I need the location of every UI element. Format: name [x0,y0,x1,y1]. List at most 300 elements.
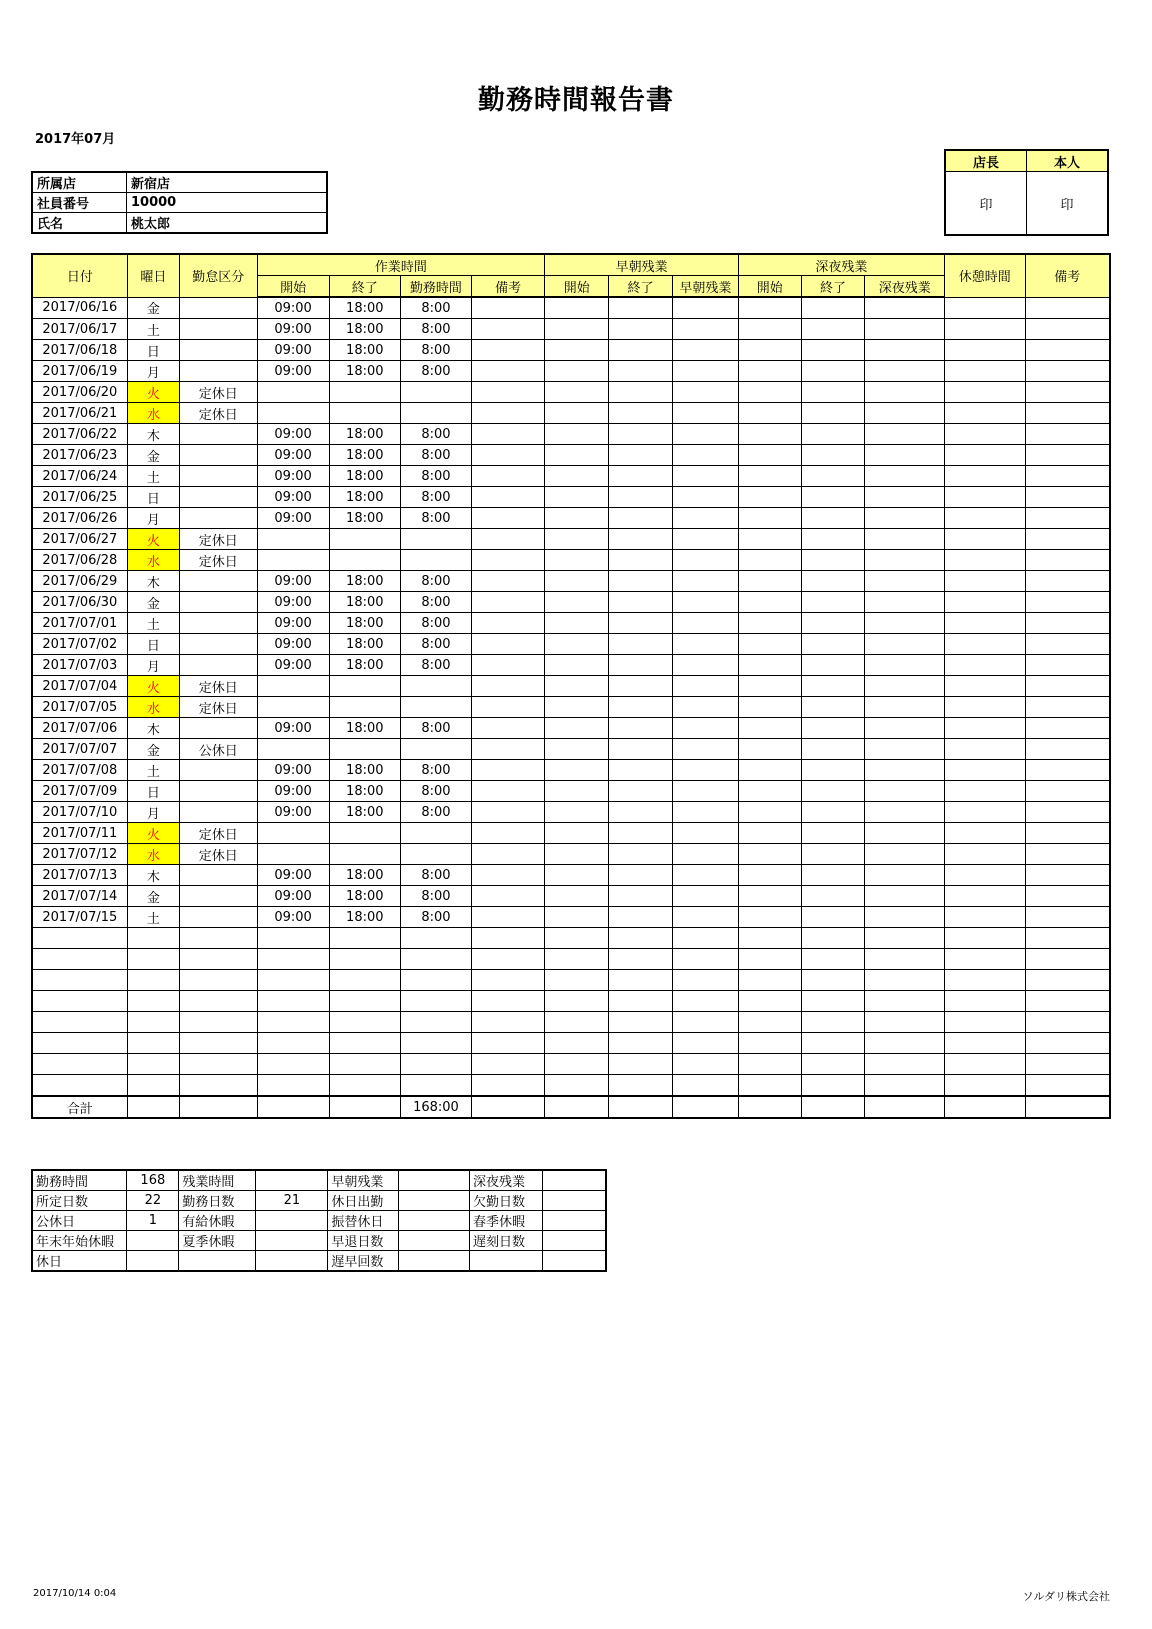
cell-weekday: 日 [127,781,179,802]
cell-end [329,382,400,403]
cell-end: 18:00 [329,865,400,886]
empty-cell [257,928,329,949]
empty-cell [472,529,545,550]
empty-cell [609,823,673,844]
cell-weekday: 金 [127,592,179,613]
empty-cell [472,676,545,697]
empty-cell [945,823,1026,844]
empty-cell [257,991,329,1012]
empty-cell [609,1096,673,1118]
col-early-start: 開始 [545,276,609,298]
cell-category [180,718,257,739]
empty-cell [672,802,738,823]
cell-weekday: 土 [127,613,179,634]
empty-cell [1025,487,1110,508]
empty-cell [738,340,801,361]
empty-cell [672,1075,738,1097]
cell-end: 18:00 [329,445,400,466]
empty-cell [472,886,545,907]
empty-cell [1025,297,1110,319]
cell-date: 2017/06/24 [32,466,127,487]
summary-label: 所定日数 [32,1191,127,1211]
empty-cell [180,1075,257,1097]
cell-start [257,550,329,571]
cell-hours: 8:00 [400,571,471,592]
empty-cell [545,340,609,361]
empty-cell [609,1012,673,1033]
empty-cell [545,949,609,970]
empty-cell [865,1096,945,1118]
empty-cell [865,970,945,991]
summary-label [469,1251,542,1272]
empty-cell [127,1012,179,1033]
empty-cell [1025,844,1110,865]
empty-cell [609,781,673,802]
table-row [32,550,1110,571]
empty-cell [865,340,945,361]
cell-date: 2017/06/19 [32,361,127,382]
summary-value [542,1170,606,1191]
cell-category: 定休日 [180,550,257,571]
empty-cell [1025,508,1110,529]
empty-cell [400,949,471,970]
summary-table [31,1169,607,1272]
summary-value [256,1211,328,1231]
empty-cell [545,844,609,865]
print-timestamp: 2017/10/14 0:04 [33,1588,117,1599]
empty-cell [738,424,801,445]
empty-cell [472,1033,545,1054]
empty-cell [472,907,545,928]
empty-cell [738,781,801,802]
empty-cell [180,991,257,1012]
empty-cell [945,592,1026,613]
empty-cell [545,529,609,550]
empty-cell [945,1012,1026,1033]
empty-cell [1025,1075,1110,1097]
cell-weekday: 金 [127,886,179,907]
cell-hours: 8:00 [400,508,471,529]
cell-weekday: 木 [127,571,179,592]
empty-cell [609,802,673,823]
cell-date: 2017/06/28 [32,550,127,571]
empty-cell [329,1033,400,1054]
cell-date: 2017/06/27 [32,529,127,550]
cell-weekday: 火 [127,676,179,697]
summary-label: 深夜残業 [469,1170,542,1191]
cell-category [180,907,257,928]
empty-cell [180,1012,257,1033]
empty-cell [472,1096,545,1118]
empty-cell [738,991,801,1012]
table-row [32,739,1110,760]
empty-cell [609,1054,673,1075]
empty-cell [32,1054,127,1075]
empty-cell [329,1054,400,1075]
empty-cell [32,949,127,970]
empty-cell [738,592,801,613]
empty-cell [472,739,545,760]
empty-cell [672,907,738,928]
empty-cell [1025,466,1110,487]
empty-cell [32,1012,127,1033]
empty-cell [865,928,945,949]
summary-label: 振替休日 [328,1211,399,1231]
cell-category: 定休日 [180,823,257,844]
table-row [32,592,1110,613]
cell-category: 定休日 [180,697,257,718]
empty-cell [609,991,673,1012]
cell-weekday: 金 [127,445,179,466]
cell-end: 18:00 [329,634,400,655]
cell-end [329,676,400,697]
empty-cell [1025,1096,1110,1118]
cell-start: 09:00 [257,634,329,655]
empty-cell [738,802,801,823]
empty-cell [801,655,865,676]
cell-hours: 8:00 [400,613,471,634]
empty-cell [738,487,801,508]
empty-cell [865,823,945,844]
cell-category [180,297,257,319]
cell-category [180,613,257,634]
cell-hours [400,529,471,550]
empty-cell [180,970,257,991]
empty-cell [801,739,865,760]
empty-cell [738,760,801,781]
empty-cell [545,319,609,340]
empty-cell [865,949,945,970]
empty-cell [32,1075,127,1097]
empty-cell [545,739,609,760]
empty-cell [801,865,865,886]
empty-cell [1025,928,1110,949]
blank-row [32,1054,1110,1075]
table-row [32,466,1110,487]
empty-cell [738,865,801,886]
empty-cell [672,697,738,718]
empty-cell [400,1075,471,1097]
empty-cell [801,949,865,970]
empty-cell [945,340,1026,361]
empty-cell [1025,739,1110,760]
cell-category [180,424,257,445]
empty-cell [1025,613,1110,634]
cell-category: 定休日 [180,403,257,424]
empty-cell [127,1033,179,1054]
empty-cell [32,928,127,949]
empty-cell [609,297,673,319]
cell-start: 09:00 [257,655,329,676]
empty-cell [865,613,945,634]
col-work-hours: 勤務時間 [400,276,471,298]
empty-cell [801,445,865,466]
cell-date: 2017/07/07 [32,739,127,760]
cell-hours: 8:00 [400,297,471,319]
empty-cell [865,865,945,886]
empty-cell [472,571,545,592]
summary-value [542,1211,606,1231]
empty-cell [472,466,545,487]
empty-cell [865,1054,945,1075]
cell-weekday: 土 [127,466,179,487]
empty-cell [545,613,609,634]
empty-cell [672,508,738,529]
empty-cell [738,508,801,529]
table-row [32,424,1110,445]
col-date: 日付 [32,254,127,297]
empty-cell [865,1075,945,1097]
empty-cell [472,382,545,403]
cell-weekday: 月 [127,802,179,823]
summary-value [399,1231,470,1251]
cell-hours: 8:00 [400,592,471,613]
cell-end: 18:00 [329,508,400,529]
col-work-start: 開始 [257,276,329,298]
empty-cell [865,508,945,529]
empty-cell [545,991,609,1012]
summary-row [32,1211,606,1231]
company-name: ソルダリ株式会社 [1022,1590,1110,1603]
empty-cell [801,466,865,487]
empty-cell [865,739,945,760]
empty-cell [400,991,471,1012]
table-row [32,697,1110,718]
table-row [32,571,1110,592]
empty-cell [1025,970,1110,991]
cell-date: 2017/06/16 [32,297,127,319]
empty-cell [865,676,945,697]
info-value: 桃太郎 [127,213,328,234]
empty-cell [801,907,865,928]
empty-cell [1025,760,1110,781]
summary-value [542,1251,606,1272]
empty-cell [609,529,673,550]
empty-cell [801,802,865,823]
col-group-work: 作業時間 [257,254,545,276]
cell-weekday: 水 [127,697,179,718]
empty-cell [1025,361,1110,382]
cell-end [329,529,400,550]
empty-cell [672,466,738,487]
empty-cell [1025,886,1110,907]
cell-category [180,487,257,508]
table-row [32,508,1110,529]
cell-category [180,865,257,886]
empty-cell [672,529,738,550]
empty-cell [545,424,609,445]
empty-cell [801,634,865,655]
empty-cell [1025,592,1110,613]
blank-row [32,970,1110,991]
empty-cell [738,1033,801,1054]
summary-label: 早退日数 [328,1231,399,1251]
table-row [32,529,1110,550]
empty-cell [865,802,945,823]
cell-start: 09:00 [257,592,329,613]
empty-cell [609,739,673,760]
empty-cell [180,1054,257,1075]
cell-hours [400,676,471,697]
empty-cell [1025,697,1110,718]
empty-cell [180,949,257,970]
empty-cell [672,760,738,781]
col-group-night: 深夜残業 [738,254,944,276]
empty-cell [945,1054,1026,1075]
empty-cell [672,781,738,802]
cell-hours [400,823,471,844]
empty-cell [865,571,945,592]
cell-date: 2017/07/04 [32,676,127,697]
cell-date: 2017/06/30 [32,592,127,613]
empty-cell [801,571,865,592]
empty-cell [545,297,609,319]
cell-start [257,382,329,403]
cell-date: 2017/06/22 [32,424,127,445]
empty-cell [801,424,865,445]
cell-date: 2017/07/05 [32,697,127,718]
empty-cell [865,1012,945,1033]
empty-cell [545,571,609,592]
empty-cell [127,1075,179,1097]
empty-cell [801,970,865,991]
empty-cell [672,1096,738,1118]
cell-weekday: 水 [127,844,179,865]
cell-start: 09:00 [257,865,329,886]
empty-cell [945,445,1026,466]
empty-cell [257,1012,329,1033]
empty-cell [32,1033,127,1054]
summary-row [32,1170,606,1191]
empty-cell [945,403,1026,424]
empty-cell [738,739,801,760]
cell-end: 18:00 [329,592,400,613]
empty-cell [672,361,738,382]
empty-cell [257,970,329,991]
empty-cell [738,297,801,319]
cell-hours: 8:00 [400,340,471,361]
empty-cell [127,928,179,949]
summary-value [542,1231,606,1251]
empty-cell [545,487,609,508]
summary-label: 休日 [32,1251,127,1272]
empty-cell [801,487,865,508]
summary-value: 168 [127,1170,179,1191]
empty-cell [672,823,738,844]
empty-cell [545,508,609,529]
info-value: 10000 [127,193,328,213]
empty-cell [545,382,609,403]
empty-cell [945,297,1026,319]
empty-cell [472,613,545,634]
cell-start: 09:00 [257,718,329,739]
cell-weekday: 金 [127,297,179,319]
empty-cell [672,865,738,886]
summary-row [32,1231,606,1251]
blank-row [32,1075,1110,1097]
cell-start: 09:00 [257,466,329,487]
empty-cell [801,297,865,319]
empty-cell [1025,802,1110,823]
total-row [32,1096,1110,1118]
empty-cell [672,613,738,634]
table-row [32,319,1110,340]
summary-value [542,1191,606,1211]
empty-cell [672,655,738,676]
info-row [32,172,327,193]
empty-cell [609,487,673,508]
empty-cell [865,886,945,907]
table-row [32,718,1110,739]
empty-cell [945,529,1026,550]
page-title: 勤務時間報告書 [478,85,674,116]
empty-cell [545,886,609,907]
empty-cell [127,1096,179,1118]
empty-cell [609,886,673,907]
cell-end: 18:00 [329,361,400,382]
cell-end: 18:00 [329,886,400,907]
cell-date: 2017/07/12 [32,844,127,865]
empty-cell [609,844,673,865]
empty-cell [1025,319,1110,340]
empty-cell [1025,676,1110,697]
summary-label: 公休日 [32,1211,127,1231]
cell-weekday: 土 [127,760,179,781]
cell-end: 18:00 [329,571,400,592]
empty-cell [672,1012,738,1033]
empty-cell [738,1012,801,1033]
empty-cell [400,1033,471,1054]
cell-end [329,403,400,424]
cell-weekday: 日 [127,340,179,361]
empty-cell [127,970,179,991]
cell-date: 2017/07/08 [32,760,127,781]
cell-category: 定休日 [180,382,257,403]
empty-cell [545,970,609,991]
cell-date: 2017/07/01 [32,613,127,634]
cell-start: 09:00 [257,340,329,361]
table-row [32,445,1110,466]
col-night-hours: 深夜残業 [865,276,945,298]
empty-cell [609,424,673,445]
blank-row [32,1033,1110,1054]
table-row [32,403,1110,424]
empty-cell [865,697,945,718]
cell-weekday: 土 [127,907,179,928]
empty-cell [738,949,801,970]
summary-value [399,1191,470,1211]
table-row [32,802,1110,823]
cell-hours: 8:00 [400,781,471,802]
empty-cell [180,1033,257,1054]
cell-weekday: 月 [127,655,179,676]
cell-date: 2017/07/03 [32,655,127,676]
empty-cell [545,655,609,676]
table-row [32,297,1110,319]
empty-cell [545,781,609,802]
empty-cell [945,487,1026,508]
cell-category [180,634,257,655]
table-row [32,382,1110,403]
table-row [32,613,1110,634]
empty-cell [801,1012,865,1033]
empty-cell [672,571,738,592]
empty-cell [1025,655,1110,676]
empty-cell [1025,1033,1110,1054]
empty-cell [609,970,673,991]
empty-cell [672,1054,738,1075]
cell-date: 2017/07/14 [32,886,127,907]
